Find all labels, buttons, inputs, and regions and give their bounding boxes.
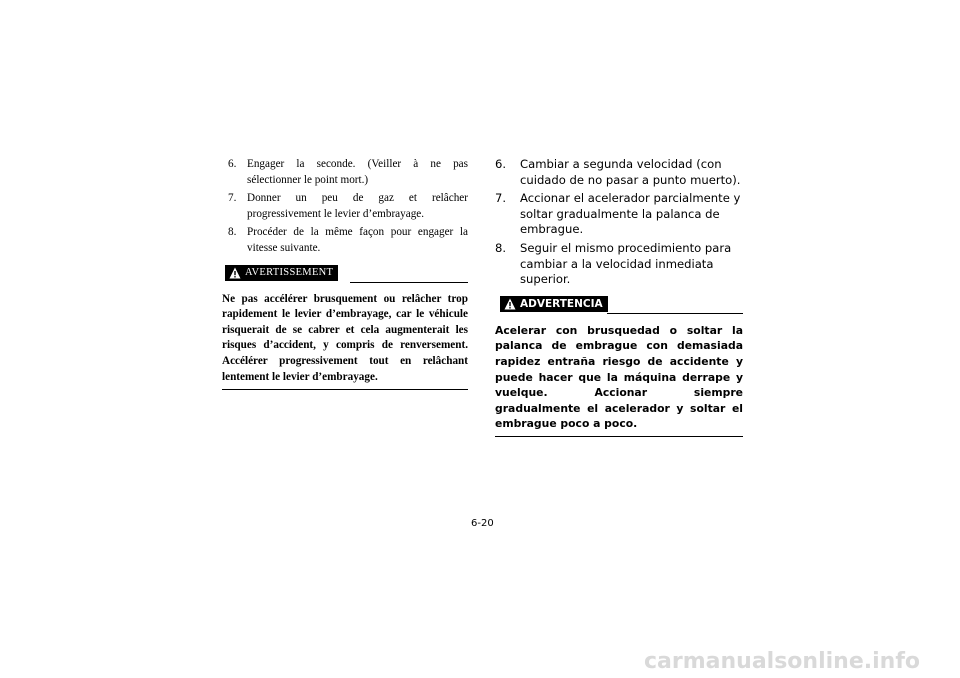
list-item	[222, 191, 468, 222]
step-text: Procéder de la même façon pour engager la vitesse suivante.	[247, 226, 468, 254]
warning-triangle-icon	[504, 298, 516, 310]
warning-bottom-rule	[222, 389, 468, 390]
warning-header	[495, 296, 743, 314]
warning-header	[222, 265, 468, 283]
step-text: Donner un peu de gaz et relâcher progressivement le levier d’embrayage.	[247, 192, 468, 220]
warning-badge	[500, 296, 608, 312]
step-text: Accionar el acelerador parcialmente y soltar gradualmente la palanca de embrague.	[520, 191, 741, 237]
step-text: Engager la seconde. (Veiller à ne pas sélectionner le point mort.)	[247, 158, 468, 186]
list-item	[495, 191, 743, 238]
step-text: Seguir el mismo procedimiento para cambiar a la velocidad inmediata superior.	[520, 240, 732, 287]
warning-top-rule	[350, 282, 468, 283]
step-text: Cambiar a segunda velocidad (con cuidado de no pasar a punto muerto).	[520, 157, 741, 187]
french-column	[222, 157, 468, 390]
list-item	[495, 241, 743, 288]
spanish-steps-list	[495, 157, 743, 288]
step-number: 6.	[495, 157, 507, 171]
spanish-column	[495, 157, 743, 437]
warning-text: Acelerar con brusquedad o soltar la palanca de embrague con demasiada rapidez entraña riesgo de accidente y puede hacer que la máquina derrape y vuelque. Accionar siempre gradualmente el acelerador y soltar el embrague poco a poco.	[495, 323, 743, 431]
list-item	[495, 157, 743, 188]
warning-label: AVERTISSEMENT	[245, 267, 334, 279]
warning-top-rule	[607, 313, 743, 314]
step-number: 7.	[495, 191, 507, 206]
warning-bottom-rule	[495, 436, 743, 437]
list-item	[222, 157, 468, 188]
step-number: 8.	[228, 226, 237, 239]
watermark: carmanualsonline.info	[644, 649, 920, 674]
warning-label: ADVERTENCIA	[520, 297, 603, 310]
page-number: 6-20	[471, 518, 494, 529]
list-item	[222, 225, 468, 256]
warning-text: Ne pas accélérer brusquement ou relâcher trop rapidement le levier d’embrayage, car le véhicule risquerait de se cabrer et cela augmenterait les risques d’accident, y compris de renversement. Accélérer progressivement tout en relâchant lentement le levier d’embrayage.	[222, 292, 468, 383]
step-number: 7.	[228, 192, 237, 205]
french-steps-list	[222, 157, 468, 257]
step-number: 6.	[228, 158, 237, 170]
step-number: 8.	[495, 240, 507, 255]
warning-badge	[225, 265, 338, 281]
warning-triangle-icon	[229, 267, 241, 279]
